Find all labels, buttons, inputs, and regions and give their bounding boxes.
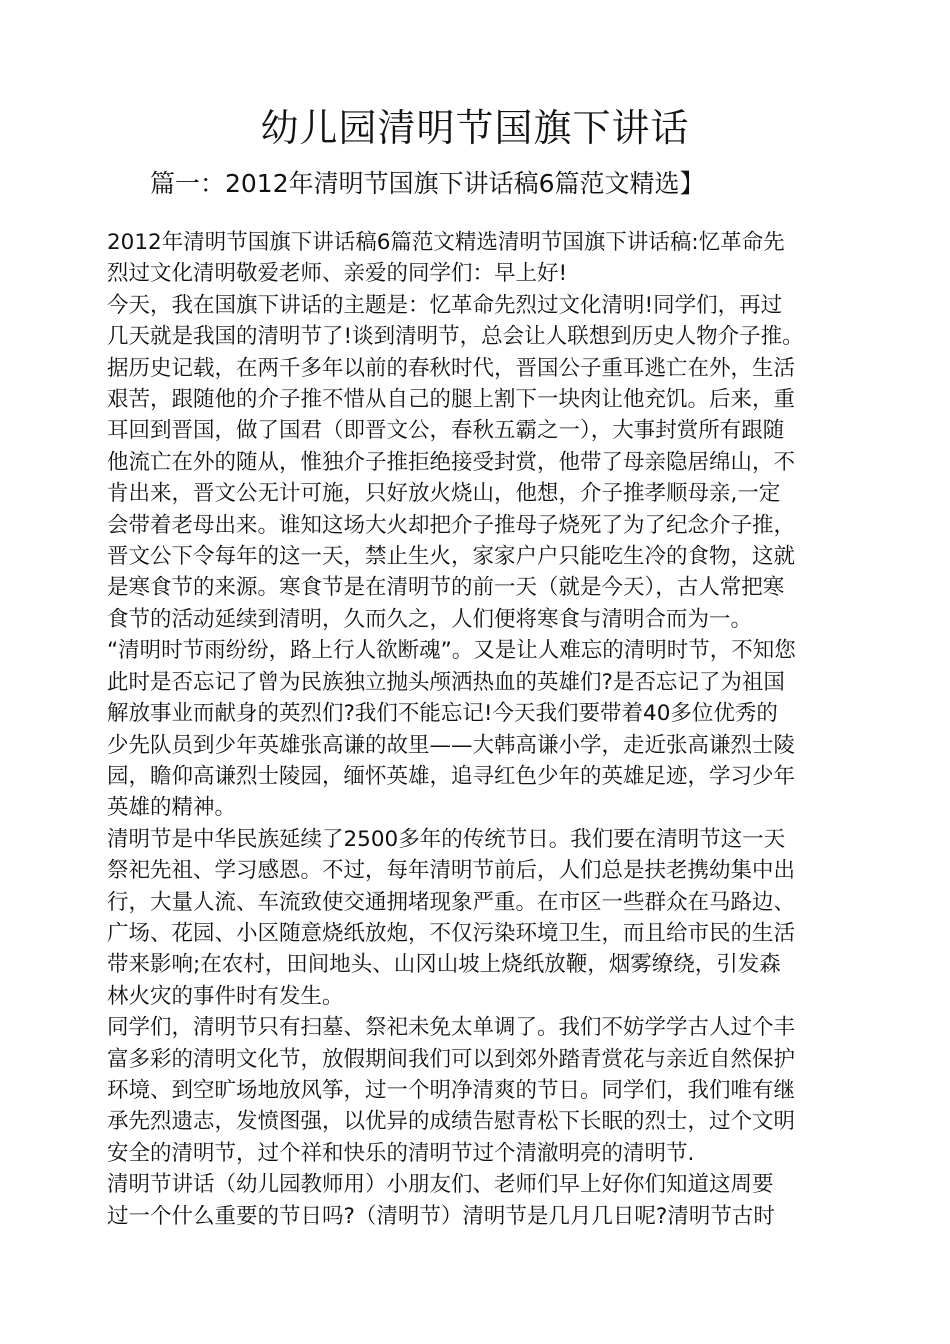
body-line: 承先烈遗志，发愤图强，以优异的成绩告慰青松下长眠的烈士，过个文明: [107, 1109, 796, 1135]
body-line: 耳回到晋国，做了国君（即晋文公，春秋五霸之一），大事封赏所有跟随: [107, 418, 785, 444]
body-line: 清明节是中华民族延续了2500多年的传统节日。我们要在清明节这一天: [107, 826, 786, 852]
body-line: 行，大量人流、车流致使交通拥堵现象严重。在市区一些群众在马路边、: [107, 889, 796, 915]
body-line: 带来影响;在农村，田间地头、山冈山坡上烧纸放鞭，烟雾缭绕，引发森: [107, 952, 781, 978]
body-line: “清明时节雨纷纷，路上行人欲断魂”。又是让人难忘的清明时节，不知您: [107, 638, 796, 664]
body-line: 清明节讲话（幼儿园教师用）小朋友们、老师们早上好你们知道这周要: [107, 1172, 774, 1198]
body-line: 环境、到空旷场地放风筝，过一个明净清爽的节日。同学们，我们唯有继: [107, 1077, 796, 1103]
body-line: 2012年清明节国旗下讲话稿6篇范文精选清明节国旗下讲话稿:忆革命先: [107, 230, 785, 255]
body-line: 会带着老母出来。谁知这场大火却把介子推母子烧死了为了纪念介子推，: [107, 512, 796, 538]
body-line: 烈过文化清明敬爱老师、亲爱的同学们：早上好!: [107, 261, 568, 287]
body-line: 少先队员到少年英雄张高谦的故里——大韩高谦小学，走近张高谦烈士陵: [107, 732, 796, 758]
body-line: 肯出来，晋文公无计可施，只好放火烧山，他想，介子推孝顺母亲,一定: [107, 481, 781, 507]
body-line: 英雄的精神。: [107, 795, 237, 821]
body-line: 林火灾的事件时有发生。: [107, 983, 344, 1009]
body-line: 他流亡在外的随从，惟独介子推拒绝接受封赏，他带了母亲隐居绵山，不: [107, 449, 796, 475]
body-line: 食节的活动延续到清明，久而久之，人们便将寒食与清明合而为一。: [107, 606, 753, 632]
body-line: 同学们，清明节只有扫墓、祭祀未免太单调了。我们不妨学学古人过个丰: [107, 1015, 796, 1041]
document-title: 幼儿园清明节国旗下讲话: [260, 106, 690, 150]
body-line: 园，瞻仰高谦烈士陵园，缅怀英雄，追寻红色少年的英雄足迹，学习少年: [107, 763, 796, 789]
body-line: 今天，我在国旗下讲话的主题是：忆革命先烈过文化清明!同学们，再过: [107, 292, 783, 318]
body-line: 广场、花园、小区随意烧纸放炮，不仅污染环境卫生，而且给市民的生活: [107, 920, 796, 946]
body-line: 几天就是我国的清明节了!谈到清明节，总会让人联想到历史人物介子推。: [107, 324, 804, 350]
body-line: 安全的清明节，过个祥和快乐的清明节过个清澈明亮的清明节.: [107, 1140, 695, 1166]
document-body: [107, 227, 847, 1232]
body-line: 祭祀先祖、学习感恩。不过，每年清明节前后，人们总是扶老携幼集中出: [107, 858, 796, 884]
body-line: 过一个什么重要的节日吗?（清明节）清明节是几月几日呢?清明节古时: [107, 1203, 775, 1229]
body-line: 是寒食节的来源。寒食节是在清明节的前一天（就是今天），古人常把寒: [107, 575, 785, 601]
body-line: 解放事业而献身的英烈们?我们不能忘记!今天我们要带着40多位优秀的: [107, 701, 778, 727]
body-line: 富多彩的清明文化节，放假期间我们可以到郊外踏青赏花与亲近自然保护: [107, 1046, 796, 1072]
body-line: 艰苦，跟随他的介子推不惜从自己的腿上割下一块肉让他充饥。后来，重: [107, 387, 796, 413]
body-line: 此时是否忘记了曾为民族独立抛头颅洒热血的英雄们?是否忘记了为祖国: [107, 669, 785, 695]
body-line: 据历史记载，在两千多年以前的春秋时代，晋国公子重耳逃亡在外，生活: [107, 355, 796, 381]
body-line: 晋文公下令每年的这一天，禁止生火，家家户户只能吃生冷的食物，这就: [107, 544, 796, 570]
document-subtitle: 篇一：2012年清明节国旗下讲话稿6篇范文精选】: [150, 169, 705, 198]
